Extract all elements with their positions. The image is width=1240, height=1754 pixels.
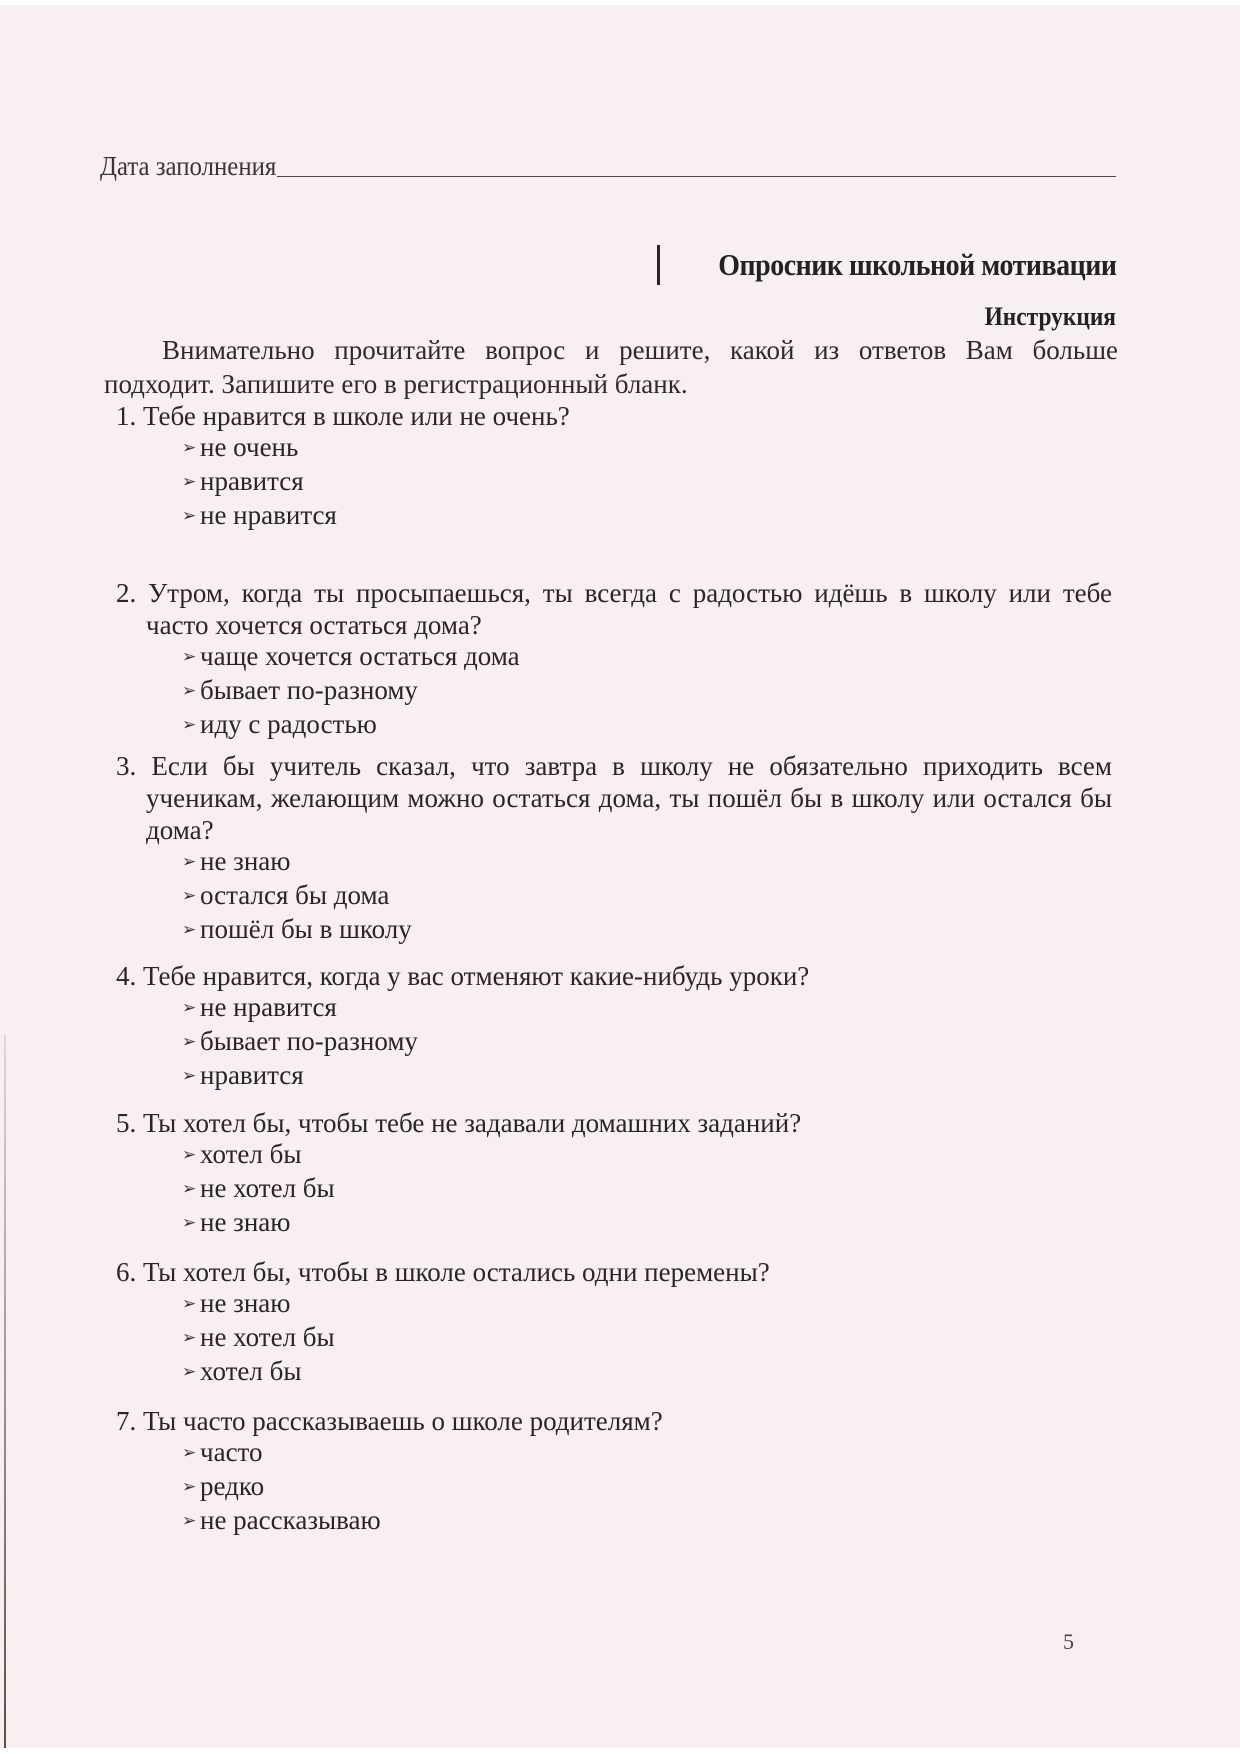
question-5 xyxy=(116,1107,1112,1241)
arrow-bullet-icon: ➢ xyxy=(182,1213,197,1232)
question-text: 3. Если бы учитель сказал, что завтра в школу не обязательно приходить всем ученикам, желающим можно остаться дома, ты пошёл бы в школу или остался бы дома? xyxy=(116,751,1112,845)
option-list xyxy=(182,1437,1112,1539)
option-item[interactable] xyxy=(182,641,1112,675)
question-1 xyxy=(116,400,1112,534)
option-item[interactable] xyxy=(182,1505,1112,1539)
option-item[interactable] xyxy=(182,675,1112,709)
option-label: не знаю xyxy=(200,1207,291,1237)
arrow-bullet-icon: ➢ xyxy=(182,1443,197,1462)
arrow-bullet-icon: ➢ xyxy=(182,1362,197,1381)
option-item[interactable] xyxy=(182,1356,1112,1390)
option-item[interactable] xyxy=(182,1060,1112,1094)
option-item[interactable] xyxy=(182,914,1112,948)
arrow-bullet-icon: ➢ xyxy=(182,1032,197,1051)
question-text: 2. Утром, когда ты просыпаешься, ты всегда с радостью идёшь в школу или тебе часто хочется остаться дома? xyxy=(116,578,1112,640)
option-item[interactable] xyxy=(182,466,1112,500)
arrow-bullet-icon: ➢ xyxy=(182,1477,197,1496)
option-label: часто xyxy=(200,1437,263,1467)
option-label: хотел бы xyxy=(200,1139,302,1169)
option-item[interactable] xyxy=(182,880,1112,914)
arrow-bullet-icon: ➢ xyxy=(182,1328,197,1347)
document-page xyxy=(0,5,1240,1748)
option-item[interactable] xyxy=(182,1437,1112,1471)
option-item[interactable] xyxy=(182,432,1112,466)
arrow-bullet-icon: ➢ xyxy=(182,1294,197,1313)
question-4 xyxy=(116,960,1112,1094)
option-item[interactable] xyxy=(182,992,1112,1026)
question-3 xyxy=(116,750,1112,948)
fill-date-field[interactable] xyxy=(277,176,1116,177)
option-item[interactable] xyxy=(182,1322,1112,1356)
arrow-bullet-icon: ➢ xyxy=(182,647,197,666)
option-item[interactable] xyxy=(182,500,1112,534)
page-number: 5 xyxy=(1063,1629,1074,1654)
option-item[interactable] xyxy=(182,846,1112,880)
option-label: бывает по-разному xyxy=(200,675,418,705)
option-item[interactable] xyxy=(182,1471,1112,1505)
option-item[interactable] xyxy=(182,1026,1112,1060)
arrow-bullet-icon: ➢ xyxy=(182,681,197,700)
instruction-heading: Инструкция xyxy=(984,302,1116,331)
arrow-bullet-icon: ➢ xyxy=(182,506,197,525)
question-text: 1. Тебе нравится в школе или не очень? xyxy=(116,401,570,431)
option-label: бывает по-разному xyxy=(200,1026,418,1056)
option-label: не хотел бы xyxy=(200,1173,335,1203)
option-label: не рассказываю xyxy=(200,1505,381,1535)
option-list xyxy=(182,1139,1112,1241)
arrow-bullet-icon: ➢ xyxy=(182,1145,197,1164)
title-accent-bar xyxy=(657,245,660,285)
page-title: Опросник школьной мотивации xyxy=(717,247,1116,282)
fill-date-row xyxy=(100,141,1116,181)
arrow-bullet-icon: ➢ xyxy=(182,438,197,457)
arrow-bullet-icon: ➢ xyxy=(182,472,197,491)
option-label: редко xyxy=(200,1471,265,1501)
arrow-bullet-icon: ➢ xyxy=(182,998,197,1017)
option-list xyxy=(182,432,1112,534)
option-label: нравится xyxy=(200,1060,304,1090)
option-list xyxy=(182,992,1112,1094)
question-text: 5. Ты хотел бы, чтобы тебе не задавали домашних заданий? xyxy=(116,1108,802,1138)
option-label: остался бы дома xyxy=(200,880,390,910)
question-text: 6. Ты хотел бы, чтобы в школе остались одни перемены? xyxy=(116,1257,770,1287)
title-block xyxy=(657,245,1117,285)
arrow-bullet-icon: ➢ xyxy=(182,1511,197,1530)
option-item[interactable] xyxy=(182,1139,1112,1173)
option-label: пошёл бы в школу xyxy=(200,914,412,944)
option-label: не знаю xyxy=(200,1288,291,1318)
arrow-bullet-icon: ➢ xyxy=(182,886,197,905)
arrow-bullet-icon: ➢ xyxy=(182,1179,197,1198)
question-text: 4. Тебе нравится, когда у вас отменяют какие-нибудь уроки? xyxy=(116,961,810,991)
fill-date-label: Дата заполнения xyxy=(100,151,277,181)
arrow-bullet-icon: ➢ xyxy=(182,715,197,734)
option-item[interactable] xyxy=(182,1288,1112,1322)
arrow-bullet-icon: ➢ xyxy=(182,920,197,939)
option-label: не знаю xyxy=(200,846,291,876)
question-text: 7. Ты часто рассказываешь о школе родителям? xyxy=(116,1406,663,1436)
option-label: чаще хочется остаться дома xyxy=(200,641,520,671)
option-label: не нравится xyxy=(200,992,337,1022)
question-6 xyxy=(116,1256,1112,1390)
question-2 xyxy=(116,577,1112,743)
instruction-text: Внимательно прочитайте вопрос и решите, какой из ответов Вам больше подходит. Запишите его в регистрационный бланк. xyxy=(104,335,1118,399)
option-list xyxy=(182,846,1112,948)
option-label: не нравится xyxy=(200,500,337,530)
scan-edge-shadow xyxy=(4,1035,6,1748)
arrow-bullet-icon: ➢ xyxy=(182,1066,197,1085)
option-label: хотел бы xyxy=(200,1356,302,1386)
option-list xyxy=(182,641,1112,743)
option-label: нравится xyxy=(200,466,304,496)
option-label: не хотел бы xyxy=(200,1322,335,1352)
option-item[interactable] xyxy=(182,1173,1112,1207)
option-list xyxy=(182,1288,1112,1390)
question-7 xyxy=(116,1405,1112,1539)
arrow-bullet-icon: ➢ xyxy=(182,852,197,871)
option-label: не очень xyxy=(200,432,299,462)
option-label: иду с радостью xyxy=(200,709,377,739)
option-item[interactable] xyxy=(182,709,1112,743)
option-item[interactable] xyxy=(182,1207,1112,1241)
